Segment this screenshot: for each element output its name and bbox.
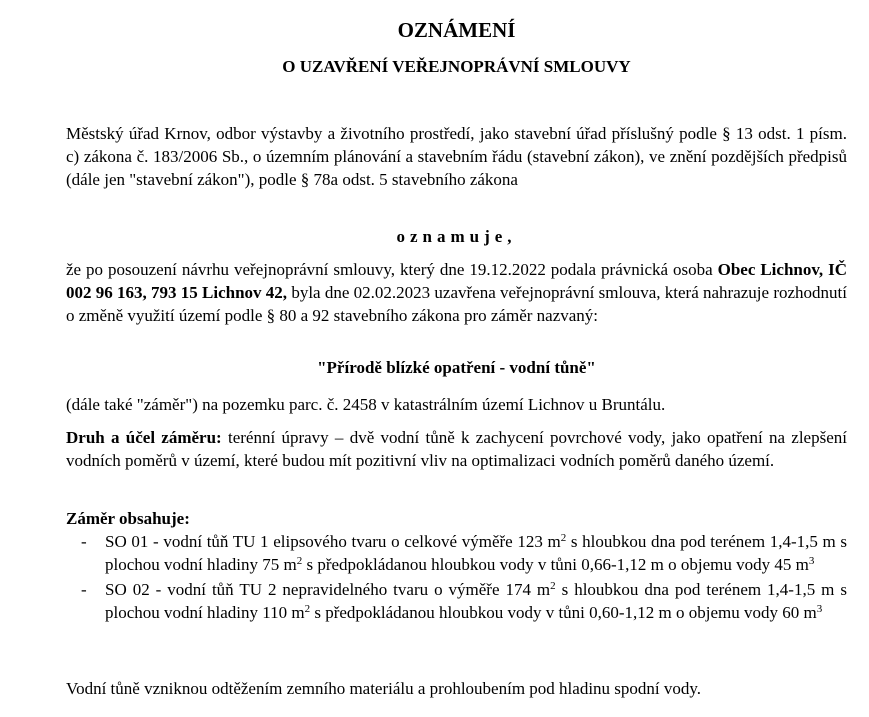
item-text-1: SO 01 - vodní tůň TU 1 elipsového tvaru o celkové výměře 123 m — [105, 532, 561, 551]
superscript: 2 — [304, 603, 311, 615]
contains-heading: Záměr obsahuje: — [66, 509, 190, 528]
intro-paragraph: Městský úřad Krnov, odbor výstavby a životního prostředí, jako stavební úřad příslušný podle § 13 odst. 1 písm. c) zákona č. 183/2006 Sb., o územním plánování a stavebním řádu (stavební zákon), ve znění pozdějších předpisů (dále jen "stavební zákon"), podle § 78a odst. 5 stavebního zákona — [66, 124, 847, 189]
announcement-text-start: že po posouzení návrhu veřejnoprávní smlouvy, který dne 19.12.2022 podala právnická osoba — [66, 260, 718, 279]
item-text-3: s předpokládanou hloubkou vody v tůni 0,60-1,12 m o objemu vody 60 m — [310, 603, 817, 622]
list-item — [66, 530, 847, 576]
purpose-text: terénní úpravy – dvě vodní tůně k zachycení povrchové vody, jako opatření na zlepšení vodních poměrů v území, které budou mít pozitivní vliv na optimalizaci vodních poměrů daného území. — [66, 428, 847, 470]
document-subtitle: O UZAVŘENÍ VEŘEJNOPRÁVNÍ SMLOUVY — [282, 57, 631, 76]
announcement-text-end: byla dne 02.02.2023 uzavřena veřejnoprávní smlouva, která nahrazuje rozhodnutí o změně využití území podle § 80 a 92 stavebního zákona pro záměr nazvaný: — [66, 283, 847, 325]
superscript: 3 — [808, 555, 815, 567]
item-text-2: s hloubkou dna pod terénem 1,4-1,5 m s plochou vodní hladiny 75 m — [105, 532, 847, 574]
item-text-3: s předpokládanou hloubkou vody v tůni 0,66-1,12 m o objemu vody 45 m — [302, 555, 809, 574]
list-item — [66, 578, 847, 624]
superscript: 2 — [560, 532, 567, 544]
location-paragraph: (dále také "záměr") na pozemku parc. č. 2458 v katastrálním území Lichnov u Bruntálu. — [66, 395, 666, 414]
purpose-paragraph — [66, 426, 847, 472]
list-bullet: - — [81, 532, 87, 551]
list-bullet: - — [81, 580, 87, 599]
contains-list — [66, 530, 847, 626]
project-name: "Přírodě blízké opatření - vodní tůně" — [317, 358, 596, 377]
superscript: 2 — [296, 555, 303, 567]
document-title: OZNÁMENÍ — [397, 18, 516, 42]
item-text-2: s hloubkou dna pod terénem 1,4-1,5 m s plochou vodní hladiny 110 m — [105, 580, 847, 622]
superscript: 3 — [816, 603, 823, 615]
superscript: 2 — [550, 580, 556, 592]
purpose-label: Druh a účel záměru: — [66, 428, 222, 447]
item-text-1: SO 02 - vodní tůň TU 2 nepravidelného tvaru o výměře 174 m — [105, 580, 551, 599]
closing-paragraph: Vodní tůně vzniknou odtěžením zemního materiálu a prohloubením pod hladinu spodní vody. — [66, 679, 702, 698]
announce-word: oznamuje, — [396, 227, 517, 246]
announcement-paragraph — [66, 258, 847, 327]
applicant-name: Obec Lichnov, IČ 002 96 163, 793 15 Lichnov 42, — [66, 260, 847, 302]
